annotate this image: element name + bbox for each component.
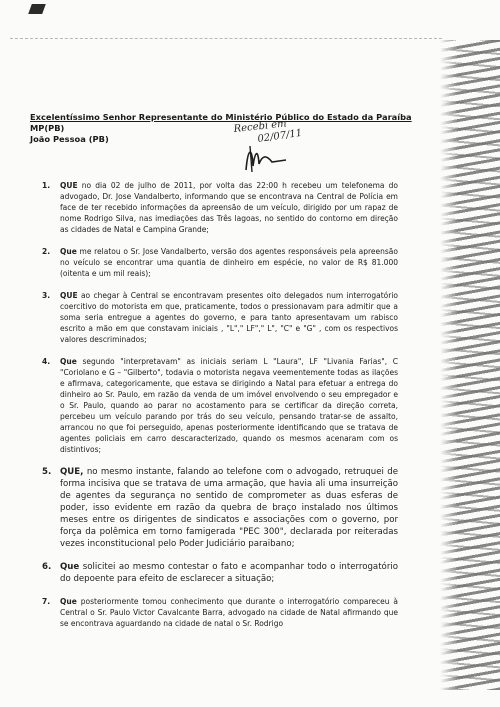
- item-lead: QUE,: [60, 467, 84, 477]
- list-item: [42, 356, 398, 455]
- svg-text:Recebi em: Recebi em: [233, 118, 288, 135]
- item-number: 5.: [42, 467, 52, 477]
- item-lead: Que: [60, 247, 77, 256]
- item-text: no dia 02 de julho de 2011, por volta das 22:00 h recebeu um telefonema do advogado, Dr. Jose Vandalberto, informando que se encontrava na Central de Polícia em face de ter recebido informações da apreensão de um veículo, dirigido por um rapaz de nome Rodrigo Silva, nas imediações das Três lagoas, no sentido do contorno em direção as cidades de Natal e Campina Grande;: [60, 181, 399, 234]
- list-item: [42, 561, 398, 585]
- city-line: João Pessoa (PB): [30, 134, 109, 144]
- item-lead: Que: [60, 562, 80, 572]
- organization-line: MP(PB): [30, 123, 65, 133]
- item-number: 1.: [42, 181, 51, 190]
- item-text: no mesmo instante, falando ao telefone com o advogado, retruquei de forma incisiva que se tratava de uma armação, que havia ali uma insurreição de agentes da segurança no sentido de comprometer as duas esferas de poder, isso evidente em razão da quebra de braço instalado nos últimos meses entre os dirigentes de sindicatos e associações com o governo, por força da polêmica em torno famigerada "PEC 300", declarada por reiteradas vezes inconstitucional pelo Poder Judiciário paraibano;: [60, 467, 398, 549]
- item-lead: QUE: [60, 181, 78, 190]
- letter-header: [30, 112, 412, 145]
- item-number: 2.: [42, 247, 51, 256]
- list-item: [42, 596, 398, 629]
- item-text: solicitei ao mesmo contestar o fato e acompanhar todo o interrogatório do depoente para efeito de esclarecer a situação;: [60, 562, 398, 584]
- handwritten-signature-icon: [228, 118, 308, 178]
- item-number: 4.: [42, 357, 51, 366]
- item-text: segundo "interpretavam" as iniciais seriam L "Laura", LF "Livania Farias", C "Coriolano e G – "Gilberto", todavia o motorista negava veementemente todas as ilações e afirmava, categoricamente, que estava se dirigindo a Natal para efetuar a entrega do dinheiro ao Sr. Paulo, em razão da venda de um imóvel envolvendo o seu empregador e o Sr. Paulo, quando ao parar no acostamento para se certificar da direção correta, percebeu um veículo parando por trás do seu veículo, pensando tratar-se de assalto, arrancou no que foi perseguido, apenas posteriormente identificando que se tratava de agentes policiais em carro descaracterizado, quando os mesmos acenaram com os distintivos;: [60, 357, 398, 454]
- item-number: 7.: [42, 597, 51, 606]
- item-number: 3.: [42, 291, 51, 300]
- handwritten-receipt-stamp: [228, 118, 308, 178]
- item-text: posteriormente tomou conhecimento que durante o interrogatório compareceu à Central o Sr. Paulo Victor Cavalcante Barra, advogado na cidade de Natal afirmando que se encontrava aguardando na cidade de natal o Sr. Rodrigo: [60, 597, 399, 628]
- list-item: [42, 180, 398, 235]
- statement-list: [42, 180, 398, 640]
- list-item: [42, 290, 398, 345]
- item-lead: Que: [60, 357, 77, 366]
- item-number: 6.: [42, 562, 52, 572]
- scan-corner-mark: [28, 4, 46, 14]
- scan-edge-noise: [440, 40, 500, 690]
- item-text: ao chegar à Central se encontravam presentes oito delegados num interrogatório coercitivo do motorista em que, praticamente, todos o pressionavam para admitir que a soma seria entregue a agentes do governo, e para tanto apresentavam um rabisco escrito a mão em que constavam iniciais , "L"," LF"," L", "C" e "G" , com os respectivos valores descriminados;: [60, 291, 398, 344]
- list-item: [42, 466, 398, 550]
- addressee-line: Excelentíssimo Senhor Representante do Ministério Público do Estado da Paraíba: [30, 112, 412, 122]
- item-lead: QUE: [60, 291, 78, 300]
- svg-text:02/07/11: 02/07/11: [256, 127, 303, 145]
- top-rule: [10, 38, 442, 39]
- list-item: [42, 246, 398, 279]
- item-lead: Que: [60, 597, 77, 606]
- item-text: me relatou o Sr. Jose Vandalberto, versão dos agentes responsáveis pela apreensão no veículo se encontrar uma quantia de dinheiro em espécie, no valor de R$ 81.000 (oitenta e um mil reais);: [60, 247, 398, 278]
